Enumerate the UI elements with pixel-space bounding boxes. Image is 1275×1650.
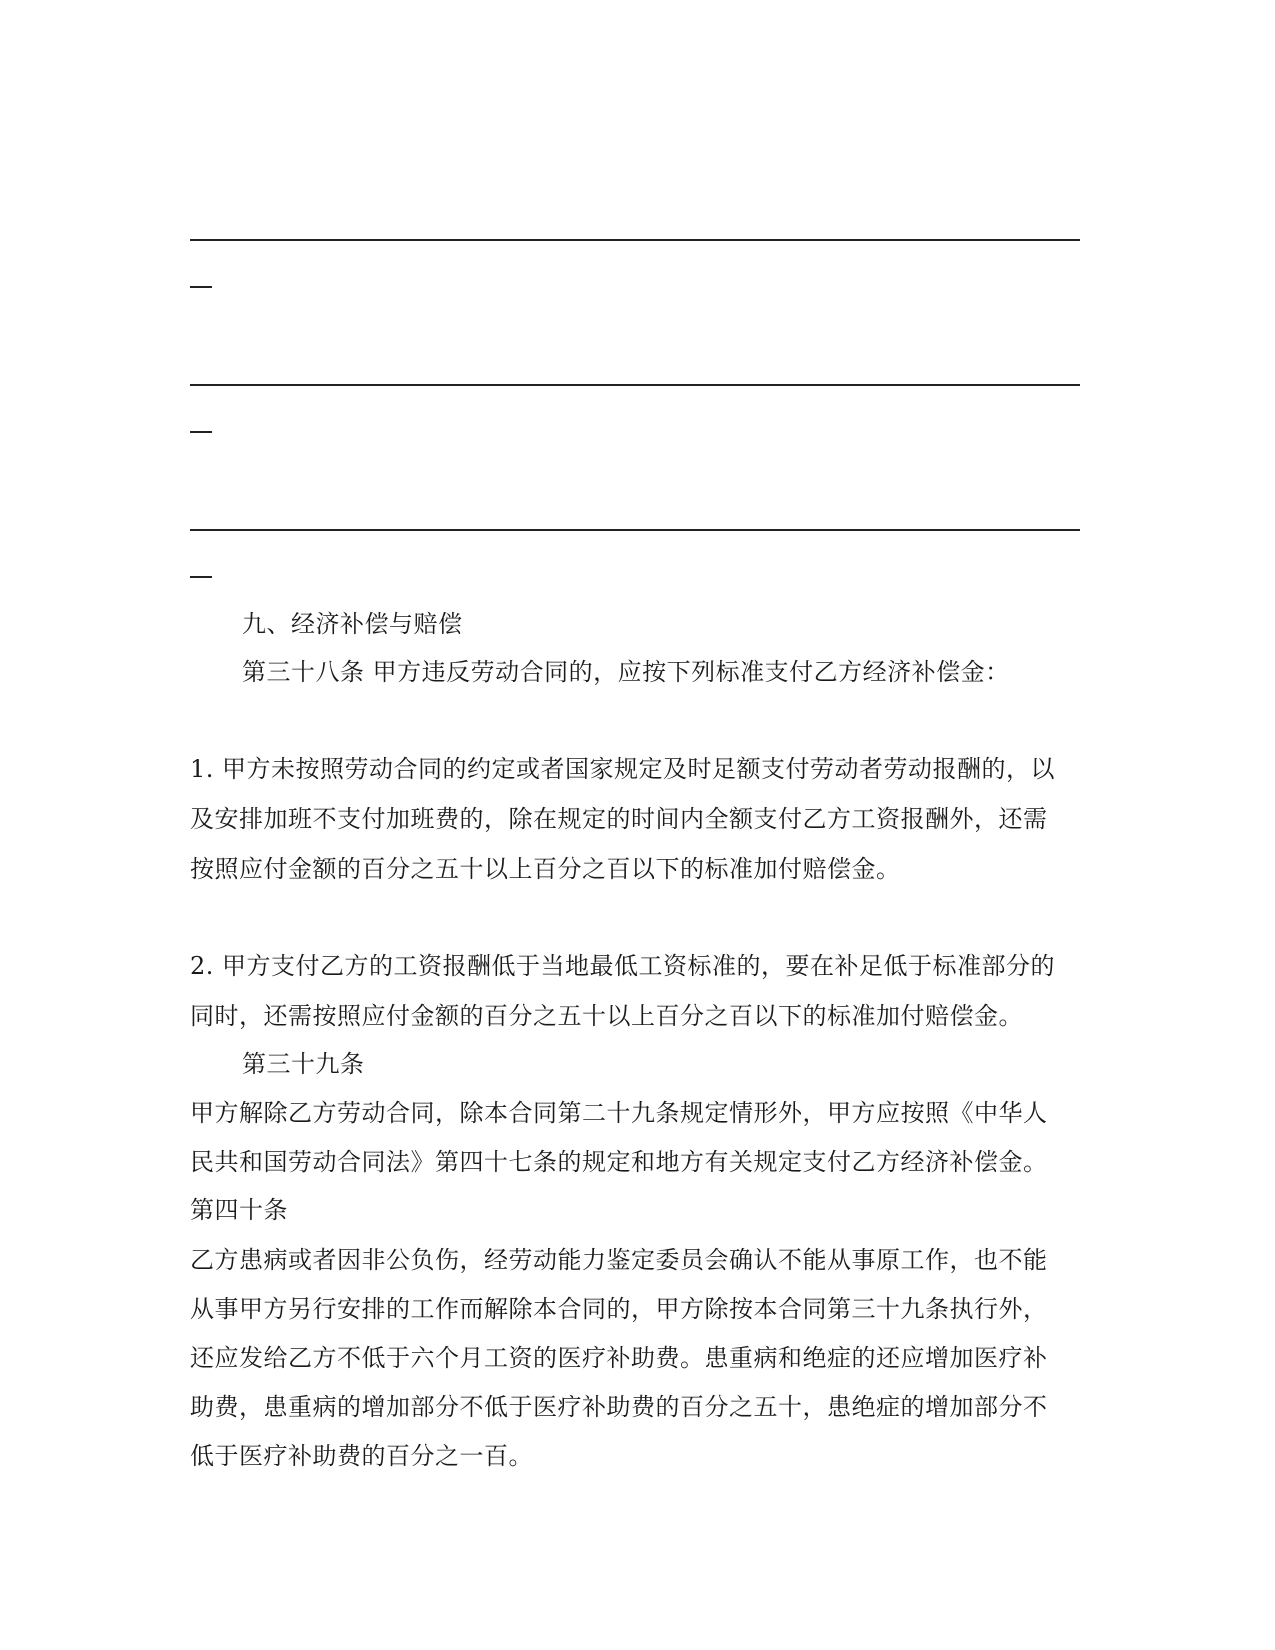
article-38-item2-line1: 2. 甲方支付乙方的工资报酬低于当地最低工资标准的，要在补足低于标准部分的 (190, 952, 1056, 980)
blank-line-tail (190, 431, 212, 433)
section-heading: 九、经济补偿与赔偿 (242, 610, 463, 638)
blank-line-full (190, 529, 1080, 531)
article-40-line3: 还应发给乙方不低于六个月工资的医疗补助费。患重病和绝症的还应增加医疗补 (190, 1344, 1048, 1372)
article-38-item1-line2: 及安排加班不支付加班费的，除在规定的时间内全额支付乙方工资报酬外，还需 (190, 805, 1048, 833)
article-38-item1-line1: 1. 甲方未按照劳动合同的约定或者国家规定及时足额支付劳动者劳动报酬的，以 (190, 755, 1056, 783)
blank-line-tail (190, 286, 212, 288)
article-40-line2: 从事甲方另行安排的工作而解除本合同的，甲方除按本合同第三十九条执行外， (190, 1295, 1048, 1323)
article-39-line2: 民共和国劳动合同法》第四十七条的规定和地方有关规定支付乙方经济补偿金。 (190, 1148, 1048, 1176)
article-40-line1: 乙方患病或者因非公负伤，经劳动能力鉴定委员会确认不能从事原工作，也不能 (190, 1246, 1048, 1274)
article-39-line1: 甲方解除乙方劳动合同，除本合同第二十九条规定情形外，甲方应按照《中华人 (190, 1099, 1048, 1127)
blank-line-full (190, 239, 1080, 241)
article-39-title: 第三十九条 (242, 1050, 365, 1078)
blank-fill-line-2 (190, 384, 1080, 386)
article-40-line4: 助费，患重病的增加部分不低于医疗补助费的百分之五十，患绝症的增加部分不 (190, 1393, 1048, 1421)
article-38-item2-line2: 同时，还需按照应付金额的百分之五十以上百分之百以下的标准加付赔偿金。 (190, 1002, 1023, 1030)
blank-fill-line-1 (190, 239, 1080, 241)
article-38-item1-line3: 按照应付金额的百分之五十以上百分之百以下的标准加付赔偿金。 (190, 855, 901, 883)
blank-line-full (190, 384, 1080, 386)
article-40-line5: 低于医疗补助费的百分之一百。 (190, 1442, 533, 1470)
blank-fill-line-3 (190, 529, 1080, 531)
article-40-title: 第四十条 (190, 1196, 288, 1224)
blank-line-tail (190, 576, 212, 578)
article-38-intro: 第三十八条 甲方违反劳动合同的，应按下列标准支付乙方经济补偿金： (242, 658, 1010, 686)
